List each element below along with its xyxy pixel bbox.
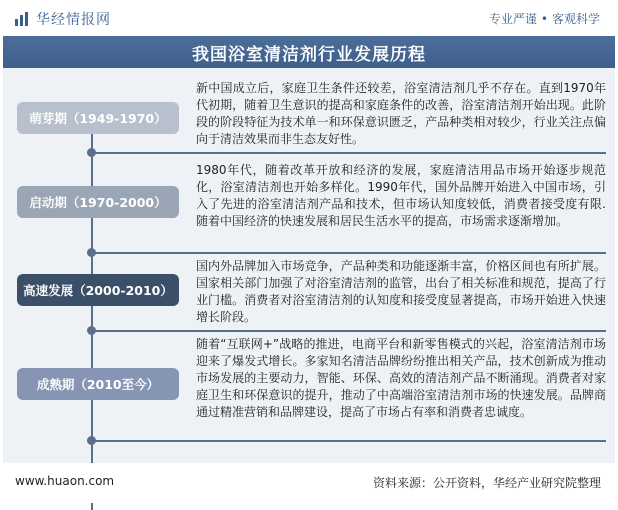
timeline-node (87, 436, 96, 445)
timeline-node (87, 248, 96, 257)
timeline-node (87, 326, 96, 335)
stage-divider (91, 252, 606, 254)
slogan-separator: • (540, 12, 548, 26)
page-title: 我国浴室清洁剂行业发展历程 (3, 36, 615, 68)
stage-divider (91, 330, 606, 332)
timeline-panel (3, 68, 615, 463)
stage-divider (91, 152, 606, 154)
slogan-left: 专业严谨 (488, 12, 537, 26)
brand-name: 华经情报网 (36, 12, 111, 28)
stage-divider (91, 440, 606, 442)
stage-text-growth: 国内外品牌加入市场竞争，产品种类和功能逐渐丰富，价格区间也有所扩展。国家相关部门加强了对浴室清洁剂的监管，出台了相关标准和规范，提高了行业门槛。消费者对浴室清洁剂的认知度和接受度显著提高，市场开始进入快速增长阶段。 (196, 259, 606, 324)
source-note: 资料来源：公开资料，华经产业研究院整理 (372, 476, 601, 490)
slogan-right: 客观科学 (551, 12, 600, 26)
brand (14, 9, 111, 29)
stage-text-sprout: 新中国成立后，家庭卫生条件还较差，浴室清洁剂几乎不存在。直到1970年代初期，随着卫生意识的提高和家庭条件的改善，浴室清洁剂开始出现。此阶段的阶段特征为技术单一和环保意识匮乏，产品种类相对较少，行业关注点偏向于清洁效果而非生态友好性。 (196, 81, 606, 146)
logo-icon (14, 11, 30, 27)
stage-label-growth: 高速发展（2000-2010） (17, 274, 179, 306)
stage-label-sprout: 萌芽期（1949-1970） (17, 102, 179, 134)
stage-text-mature: 随着“互联网+”战略的推进，电商平台和新零售模式的兴起，浴室清洁剂市场迎来了爆发式增长。多家知名清洁品牌纷纷推出相关产品，技术创新成为推动市场发展的主要动力，智能、环保、高效的清洁剂产品不断涌现。消费者对家庭卫生和环保意识的提升，推动了中高端浴室清洁剂市场的快速发展。品牌商通过精准营销和品牌建设，提高了市场占有率和消费者忠诚度。 (196, 337, 606, 419)
stage-label-mature: 成熟期（2010至今） (17, 368, 179, 400)
slogan (489, 10, 600, 27)
stage-label-startup: 启动期（1970-2000） (17, 186, 179, 218)
footer (3, 463, 615, 503)
timeline-node (87, 148, 96, 157)
website-url: www.huaon.com (15, 474, 115, 488)
stage-text-startup: 1980年代，随着改革开放和经济的发展，家庭清洁用品市场开始逐步规范化，浴室清洁剂也开始多样化。1990年代，国外品牌开始进入中国市场，引入了先进的浴室清洁剂产品和技术，但市场认知度较低，消费者接受度有限.随着中国经济的快速发展和居民生活水平的提高，市场需求逐渐增加。 (196, 163, 606, 228)
top-bar (0, 0, 618, 36)
